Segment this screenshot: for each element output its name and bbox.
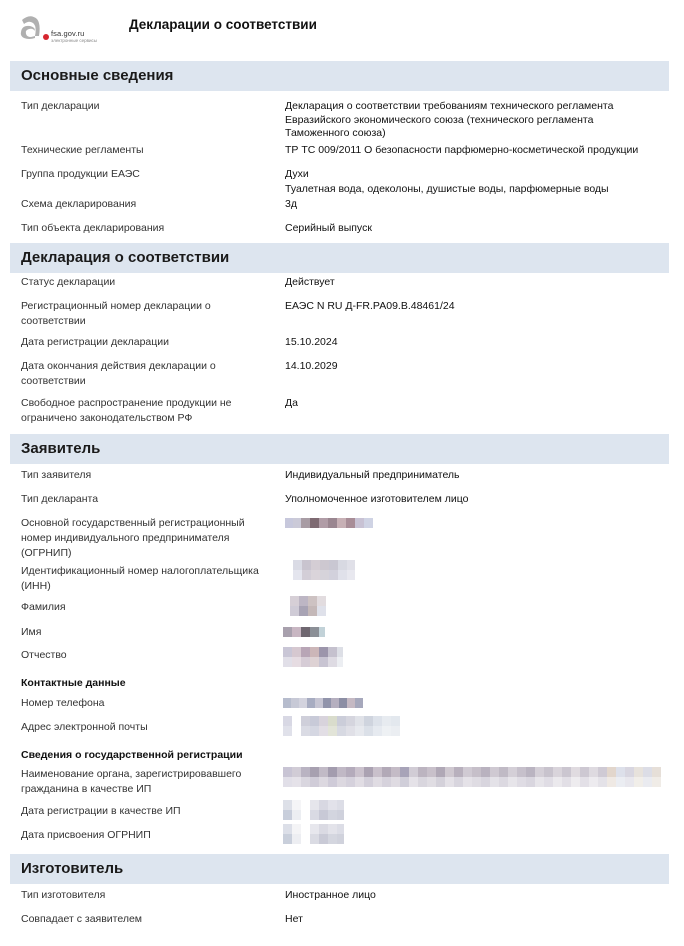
reg-body-label: Наименование органа, зарегистрировавшего гражданина в качестве ИП: [21, 768, 242, 795]
surname-label: Фамилия: [21, 601, 66, 613]
section-applicant-header: [10, 434, 669, 464]
state-reg-heading: Сведения о государственной регистрации: [21, 749, 243, 761]
end-date-label: Дата окончания действия декларации о соответствии: [21, 360, 216, 387]
section-declaration-title: Декларация о соответствии: [21, 249, 230, 266]
reg-date-label: Дата регистрации декларации: [21, 336, 170, 348]
scheme-label: Схема декларирования: [21, 198, 137, 210]
reg-number-label: Регистрационный номер декларации о соответствии: [21, 300, 211, 327]
object-type-label: Тип объекта декларирования: [21, 222, 165, 234]
status-label: Статус декларации: [21, 276, 116, 288]
section-manufacturer-header: [10, 854, 669, 884]
tech-regs-label: Технические регламенты: [21, 144, 144, 156]
contacts-heading: Контактные данные: [21, 677, 126, 689]
ogrnip-redacted: [285, 518, 373, 528]
declarant-type-label: Тип декларанта: [21, 493, 99, 505]
same-as-applicant-value: Нет: [285, 913, 303, 925]
declarant-type-value: Уполномоченное изготовителем лицо: [285, 493, 469, 505]
product-group-value-1: Духи: [285, 168, 309, 180]
logo-dot: [43, 34, 49, 40]
section-declaration-header: [10, 243, 669, 273]
name-redacted: [283, 627, 325, 637]
patronymic-label: Отчество: [21, 649, 67, 661]
section-main-title: Основные сведения: [21, 67, 174, 84]
ogrnip-date-label: Дата присвоения ОГРНИП: [21, 829, 151, 841]
page-title: Декларации о соответствии: [129, 17, 317, 32]
applicant-type-value: Индивидуальный предприниматель: [285, 469, 460, 481]
ip-reg-date-label: Дата регистрации в качестве ИП: [21, 805, 181, 817]
fsa-logo-icon: [18, 14, 42, 40]
logo-subtitle: электронные сервисы: [51, 38, 98, 43]
free-circulation-value: Да: [285, 397, 298, 409]
section-manufacturer-title: Изготовитель: [21, 860, 124, 877]
free-circulation-label: Свободное распространение продукции не ограничено законодательством РФ: [21, 397, 232, 424]
phone-redacted: [283, 698, 363, 708]
name-label: Имя: [21, 626, 42, 638]
declaration-type-value: Декларация о соответствии требованиям технического регламента Евразийского экономического союза (технического регламента Таможенного союза): [285, 100, 614, 139]
reg-number-value: ЕАЭС N RU Д-FR.РА09.В.48461/24: [285, 300, 455, 312]
reg-body-redacted: [283, 767, 661, 787]
declaration-type-label: Тип декларации: [21, 100, 100, 112]
product-group-value-2: Туалетная вода, одеколоны, душистые воды, парфюмерные воды: [285, 183, 609, 195]
status-value: Действует: [285, 276, 335, 288]
ogrnip-label: Основной государственный регистрационный номер индивидуального предпринимателя (ОГРНИП): [21, 517, 245, 559]
inn-label: Идентификационный номер налогоплательщика (ИНН): [21, 565, 259, 592]
section-applicant-title: Заявитель: [21, 440, 101, 457]
inn-redacted: [285, 560, 355, 580]
manufacturer-type-label: Тип изготовителя: [21, 889, 106, 901]
logo-site-text: fsa.gov.ru: [51, 29, 85, 38]
ip-reg-date-redacted: [283, 800, 344, 820]
reg-date-value: 15.10.2024: [285, 336, 338, 348]
surname-redacted: [290, 596, 326, 616]
tech-regs-value: ТР ТС 009/2011 О безопасности парфюмерно-косметической продукции: [285, 144, 639, 156]
fsa-logo[interactable]: [18, 14, 108, 46]
section-main-header: [10, 61, 669, 91]
patronymic-redacted: [283, 647, 343, 667]
email-label: Адрес электронной почты: [21, 721, 148, 733]
applicant-type-label: Тип заявителя: [21, 469, 92, 481]
same-as-applicant-label: Совпадает с заявителем: [21, 913, 143, 925]
ogrnip-date-redacted: [283, 824, 344, 844]
email-redacted: [283, 716, 400, 736]
page-header: [0, 0, 684, 52]
phone-label: Номер телефона: [21, 697, 105, 709]
manufacturer-type-value: Иностранное лицо: [285, 889, 376, 901]
product-group-label: Группа продукции ЕАЭС: [21, 168, 140, 180]
scheme-value: 3д: [285, 198, 297, 210]
object-type-value: Серийный выпуск: [285, 222, 372, 234]
end-date-value: 14.10.2029: [285, 360, 338, 372]
